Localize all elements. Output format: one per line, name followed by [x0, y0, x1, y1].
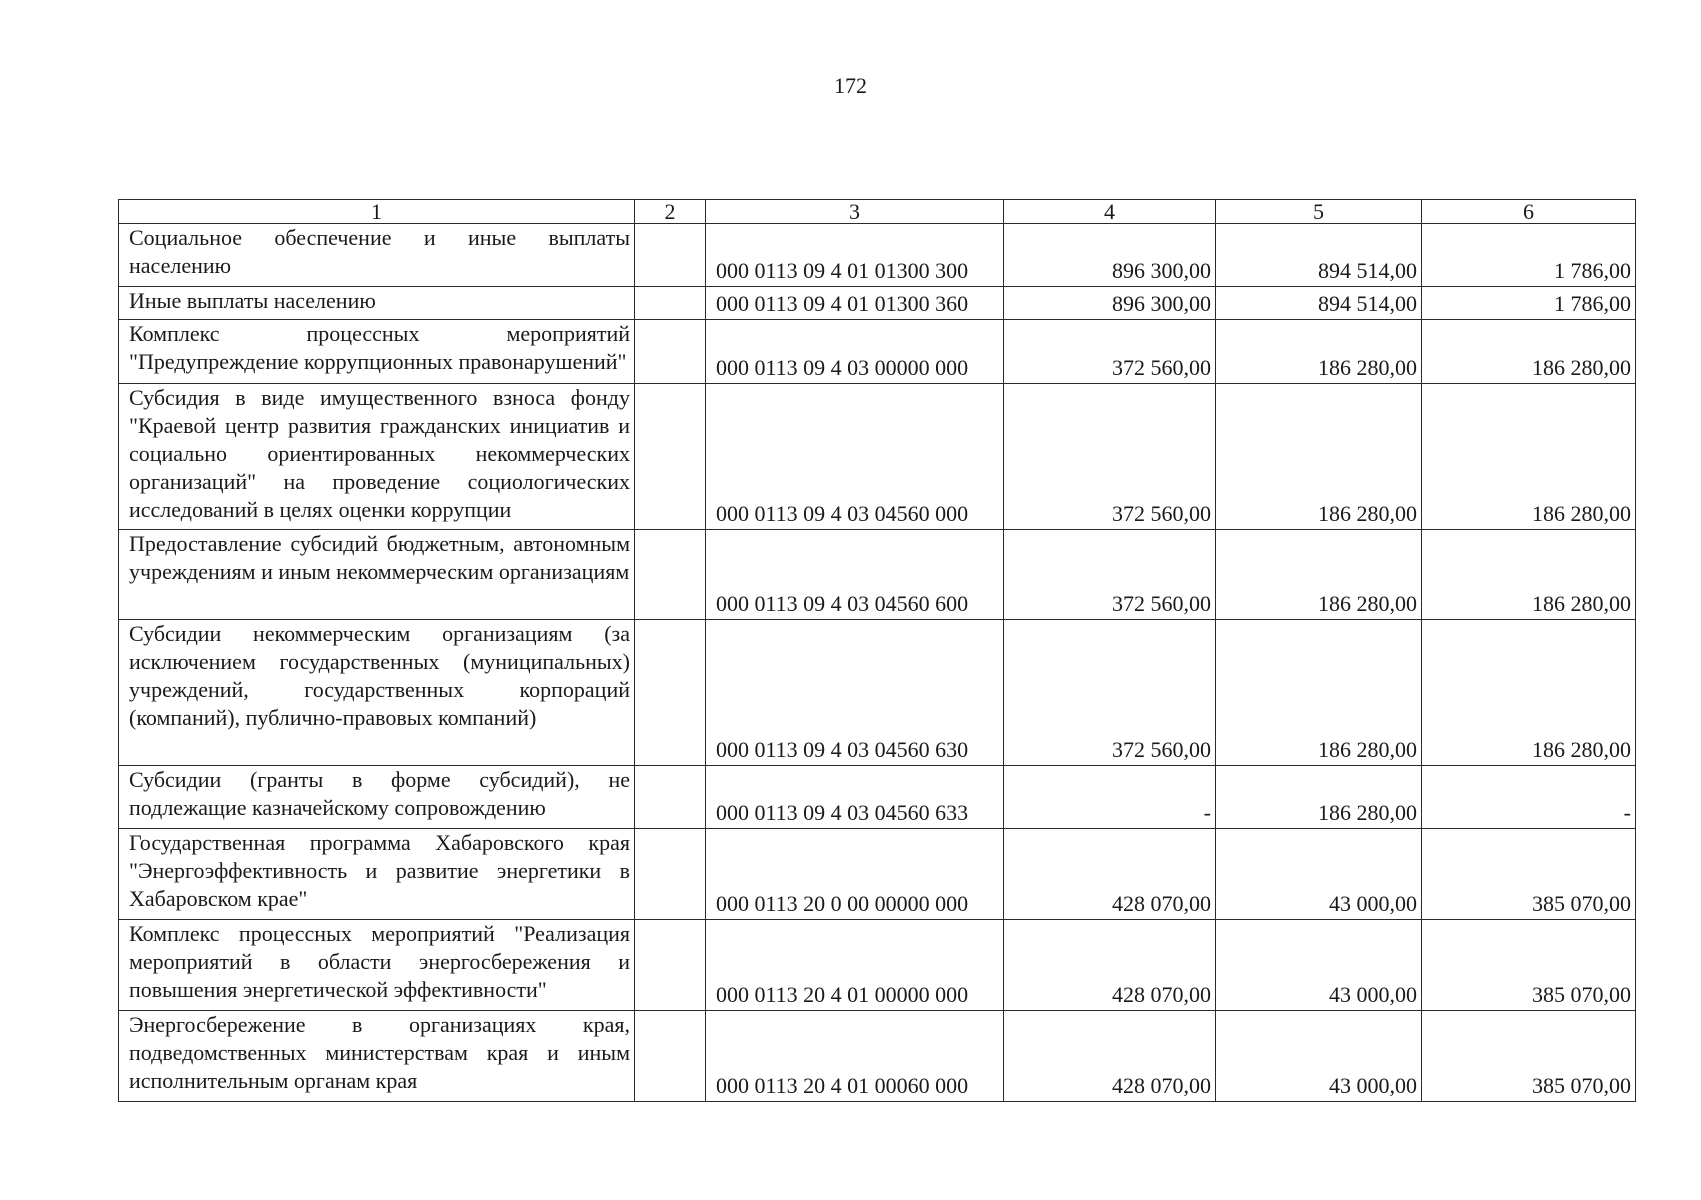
row-value-col4: 896 300,00 — [1004, 224, 1216, 287]
row-value-col6: 1 786,00 — [1422, 224, 1636, 287]
row-value-col5: 186 280,00 — [1216, 320, 1422, 384]
row-value-col5: 894 514,00 — [1216, 287, 1422, 320]
row-value-col5: 894 514,00 — [1216, 224, 1422, 287]
table-row — [119, 320, 1636, 384]
row-value-col4: 428 070,00 — [1004, 920, 1216, 1011]
column-header: 3 — [706, 200, 1004, 224]
row-code: 000 0113 09 4 03 04560 600 — [706, 530, 1004, 620]
column-header: 1 — [119, 200, 635, 224]
row-value-col5: 186 280,00 — [1216, 530, 1422, 620]
table-row — [119, 530, 1636, 620]
row-name: Комплекс процессных мероприятий "Реализация мероприятий в области энергосбережения и повышения энергетической эффективности" — [119, 920, 635, 1011]
row-value-col6: - — [1422, 766, 1636, 829]
row-value-col5: 186 280,00 — [1216, 620, 1422, 766]
row-name: Субсидии некоммерческим организациям (за исключением государственных (муниципальных) учреждений, государственных корпораций (компаний), публично-правовых компаний) — [119, 620, 635, 766]
row-code: 000 0113 20 0 00 00000 000 — [706, 829, 1004, 920]
row-value-col6: 186 280,00 — [1422, 384, 1636, 530]
row-code: 000 0113 09 4 03 04560 633 — [706, 766, 1004, 829]
row-value-col4: - — [1004, 766, 1216, 829]
row-code: 000 0113 20 4 01 00060 000 — [706, 1011, 1004, 1102]
table-row — [119, 1011, 1636, 1102]
table-header-row — [119, 200, 1636, 224]
row-value-col4: 428 070,00 — [1004, 829, 1216, 920]
row-code: 000 0113 09 4 03 04560 000 — [706, 384, 1004, 530]
row-col2 — [635, 530, 706, 620]
row-col2 — [635, 320, 706, 384]
row-code: 000 0113 09 4 01 01300 300 — [706, 224, 1004, 287]
row-value-col6: 186 280,00 — [1422, 530, 1636, 620]
table-row — [119, 224, 1636, 287]
row-name: Социальное обеспечение и иные выплаты населению — [119, 224, 635, 287]
row-name: Комплекс процессных мероприятий "Предупреждение коррупционных правонарушений" — [119, 320, 635, 384]
row-value-col4: 428 070,00 — [1004, 1011, 1216, 1102]
row-value-col6: 385 070,00 — [1422, 1011, 1636, 1102]
table-row — [119, 384, 1636, 530]
row-value-col5: 186 280,00 — [1216, 384, 1422, 530]
row-value-col4: 372 560,00 — [1004, 620, 1216, 766]
row-value-col5: 43 000,00 — [1216, 920, 1422, 1011]
table-row — [119, 287, 1636, 320]
row-col2 — [635, 224, 706, 287]
row-value-col4: 372 560,00 — [1004, 530, 1216, 620]
column-header: 2 — [635, 200, 706, 224]
row-value-col6: 186 280,00 — [1422, 320, 1636, 384]
row-col2 — [635, 287, 706, 320]
row-value-col6: 385 070,00 — [1422, 920, 1636, 1011]
row-col2 — [635, 829, 706, 920]
row-name: Субсидия в виде имущественного взноса фонду "Краевой центр развития гражданских инициатив и социально ориентированных некоммерческих организаций" на проведение социологических исследований в целях оценки коррупции — [119, 384, 635, 530]
column-header: 6 — [1422, 200, 1636, 224]
row-value-col6: 385 070,00 — [1422, 829, 1636, 920]
table-row — [119, 620, 1636, 766]
row-code: 000 0113 20 4 01 00000 000 — [706, 920, 1004, 1011]
row-code: 000 0113 09 4 01 01300 360 — [706, 287, 1004, 320]
table-row — [119, 766, 1636, 829]
row-name: Предоставление субсидий бюджетным, автономным учреждениям и иным некоммерческим организациям — [119, 530, 635, 620]
row-col2 — [635, 384, 706, 530]
row-code: 000 0113 09 4 03 04560 630 — [706, 620, 1004, 766]
row-name: Субсидии (гранты в форме субсидий), не подлежащие казначейскому сопровождению — [119, 766, 635, 829]
page-number: 172 — [834, 73, 867, 98]
column-header: 4 — [1004, 200, 1216, 224]
row-value-col5: 186 280,00 — [1216, 766, 1422, 829]
row-value-col4: 896 300,00 — [1004, 287, 1216, 320]
row-value-col5: 43 000,00 — [1216, 829, 1422, 920]
row-value-col6: 1 786,00 — [1422, 287, 1636, 320]
row-value-col5: 43 000,00 — [1216, 1011, 1422, 1102]
table-row — [119, 920, 1636, 1011]
row-name: Государственная программа Хабаровского края "Энергоэффективность и развитие энергетики в Хабаровском крае" — [119, 829, 635, 920]
row-name: Иные выплаты населению — [119, 287, 635, 320]
row-value-col4: 372 560,00 — [1004, 320, 1216, 384]
row-col2 — [635, 1011, 706, 1102]
table-row — [119, 829, 1636, 920]
budget-table — [118, 199, 1636, 1102]
row-col2 — [635, 920, 706, 1011]
row-code: 000 0113 09 4 03 00000 000 — [706, 320, 1004, 384]
row-col2 — [635, 620, 706, 766]
row-value-col6: 186 280,00 — [1422, 620, 1636, 766]
column-header: 5 — [1216, 200, 1422, 224]
row-col2 — [635, 766, 706, 829]
row-name: Энергосбережение в организациях края, подведомственных министерствам края и иным исполнительным органам края — [119, 1011, 635, 1102]
row-value-col4: 372 560,00 — [1004, 384, 1216, 530]
